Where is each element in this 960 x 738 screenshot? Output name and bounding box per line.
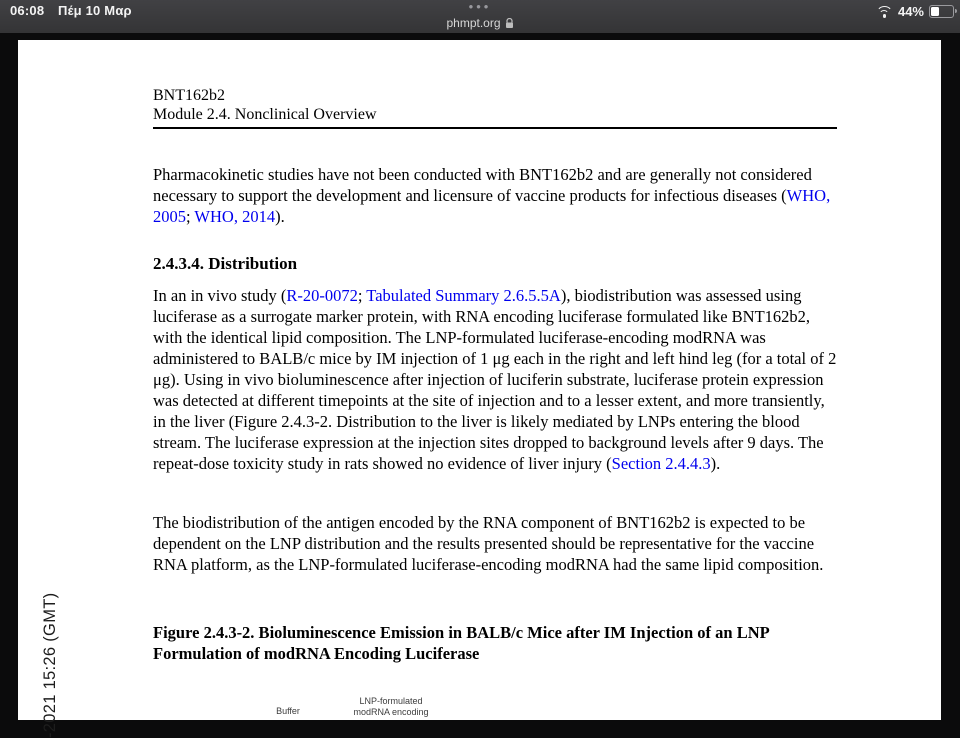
battery-fill <box>931 7 939 17</box>
figure-caption: Figure 2.4.3-2. Bioluminescence Emission in BALB/c Mice after IM Injection of an LNP Formulation of modRNA Encoding Luciferase <box>153 622 769 663</box>
padlock-icon <box>505 18 514 29</box>
document-link[interactable]: WHO, 2005 <box>153 185 831 226</box>
document-link[interactable]: WHO, 2014 <box>194 206 276 226</box>
paragraph-text: Pharmacokinetic studies have not been conducted with BNT162b2 and are generally not considered necessary to support the development and licensure of vaccine products for infectious diseases ( <box>153 164 812 205</box>
battery-percent-label: 44% <box>897 4 924 19</box>
tab-overview-dots[interactable]: ••• <box>468 0 492 14</box>
paragraph-text: ; <box>357 285 367 305</box>
document-header-line1: BNT162b2 <box>153 87 225 104</box>
figure-group-label-lnp <box>333 696 449 718</box>
intro-paragraph <box>153 164 839 227</box>
battery-icon <box>929 5 954 19</box>
address-bar-url: phmpt.org <box>446 16 501 30</box>
clock-time: 06:08 <box>10 3 45 18</box>
status-bar <box>0 0 960 33</box>
figure-group-label-lnp-line1: LNP-formulated <box>359 696 423 706</box>
status-indicators <box>876 4 954 19</box>
biodistribution-paragraph: The biodistribution of the antigen encoded by the RNA component of BNT162b2 is expected to be dependent on the LNP distribution and the results presented should be representative for the vaccine RNA platform, as the LNP-formulated luciferase-encoding modRNA had the same lipid composition. <box>153 512 824 574</box>
battery-nub <box>955 9 957 14</box>
section-heading: 2.4.3.4. Distribution <box>153 254 298 273</box>
document-link[interactable]: Section 2.4.4.3 <box>611 453 711 473</box>
paragraph-text: ), biodistribution was assessed using luciferase as a surrogate marker protein, with RNA encoding luciferase formulated like BNT162b2, with the identical lipid composition. The LNP-formulated luciferase-encoding modRNA was administered to BALB/c mice by IM injection of 1 μg each in the right and left hind leg (for a total of 2 μg). Using in vivo bioluminescence after injection of luciferin substrate, luciferase protein expression was detected at different timepoints at the site of injection and to a lesser extent, and more transiently, in the liver (Figure 2.4.3-2. Distribution to the liver is likely mediated by LNPs entering the blood stream. The luciferase expression at the injection sites dropped to background levels after 9 days. The repeat-dose toxicity study in rats showed no evidence of liver injury ( <box>153 285 837 473</box>
document-header-line2: Module 2.4. Nonclinical Overview <box>153 105 377 123</box>
pdf-document-page[interactable] <box>18 40 941 738</box>
paragraph-text: ; <box>186 206 195 226</box>
document-header <box>153 87 837 129</box>
wifi-icon <box>876 5 893 18</box>
figure-group-label-lnp-line2: modRNA encoding <box>353 707 429 717</box>
clock-date: Πέμ 10 Μαρ <box>58 3 132 18</box>
paragraph-text: In an in vivo study ( <box>153 285 287 305</box>
document-link[interactable]: Tabulated Summary 2.6.5.5A <box>366 285 561 305</box>
paragraph-text: ). <box>710 453 721 473</box>
timestamp-watermark: -2021 15:26 (GMT) <box>41 592 59 738</box>
paragraph-text: ). <box>275 206 285 226</box>
figure-group-label-buffer: Buffer <box>276 706 300 716</box>
distribution-paragraph <box>153 285 839 474</box>
document-link[interactable]: R-20-0072 <box>286 285 358 305</box>
address-bar[interactable] <box>0 16 960 30</box>
